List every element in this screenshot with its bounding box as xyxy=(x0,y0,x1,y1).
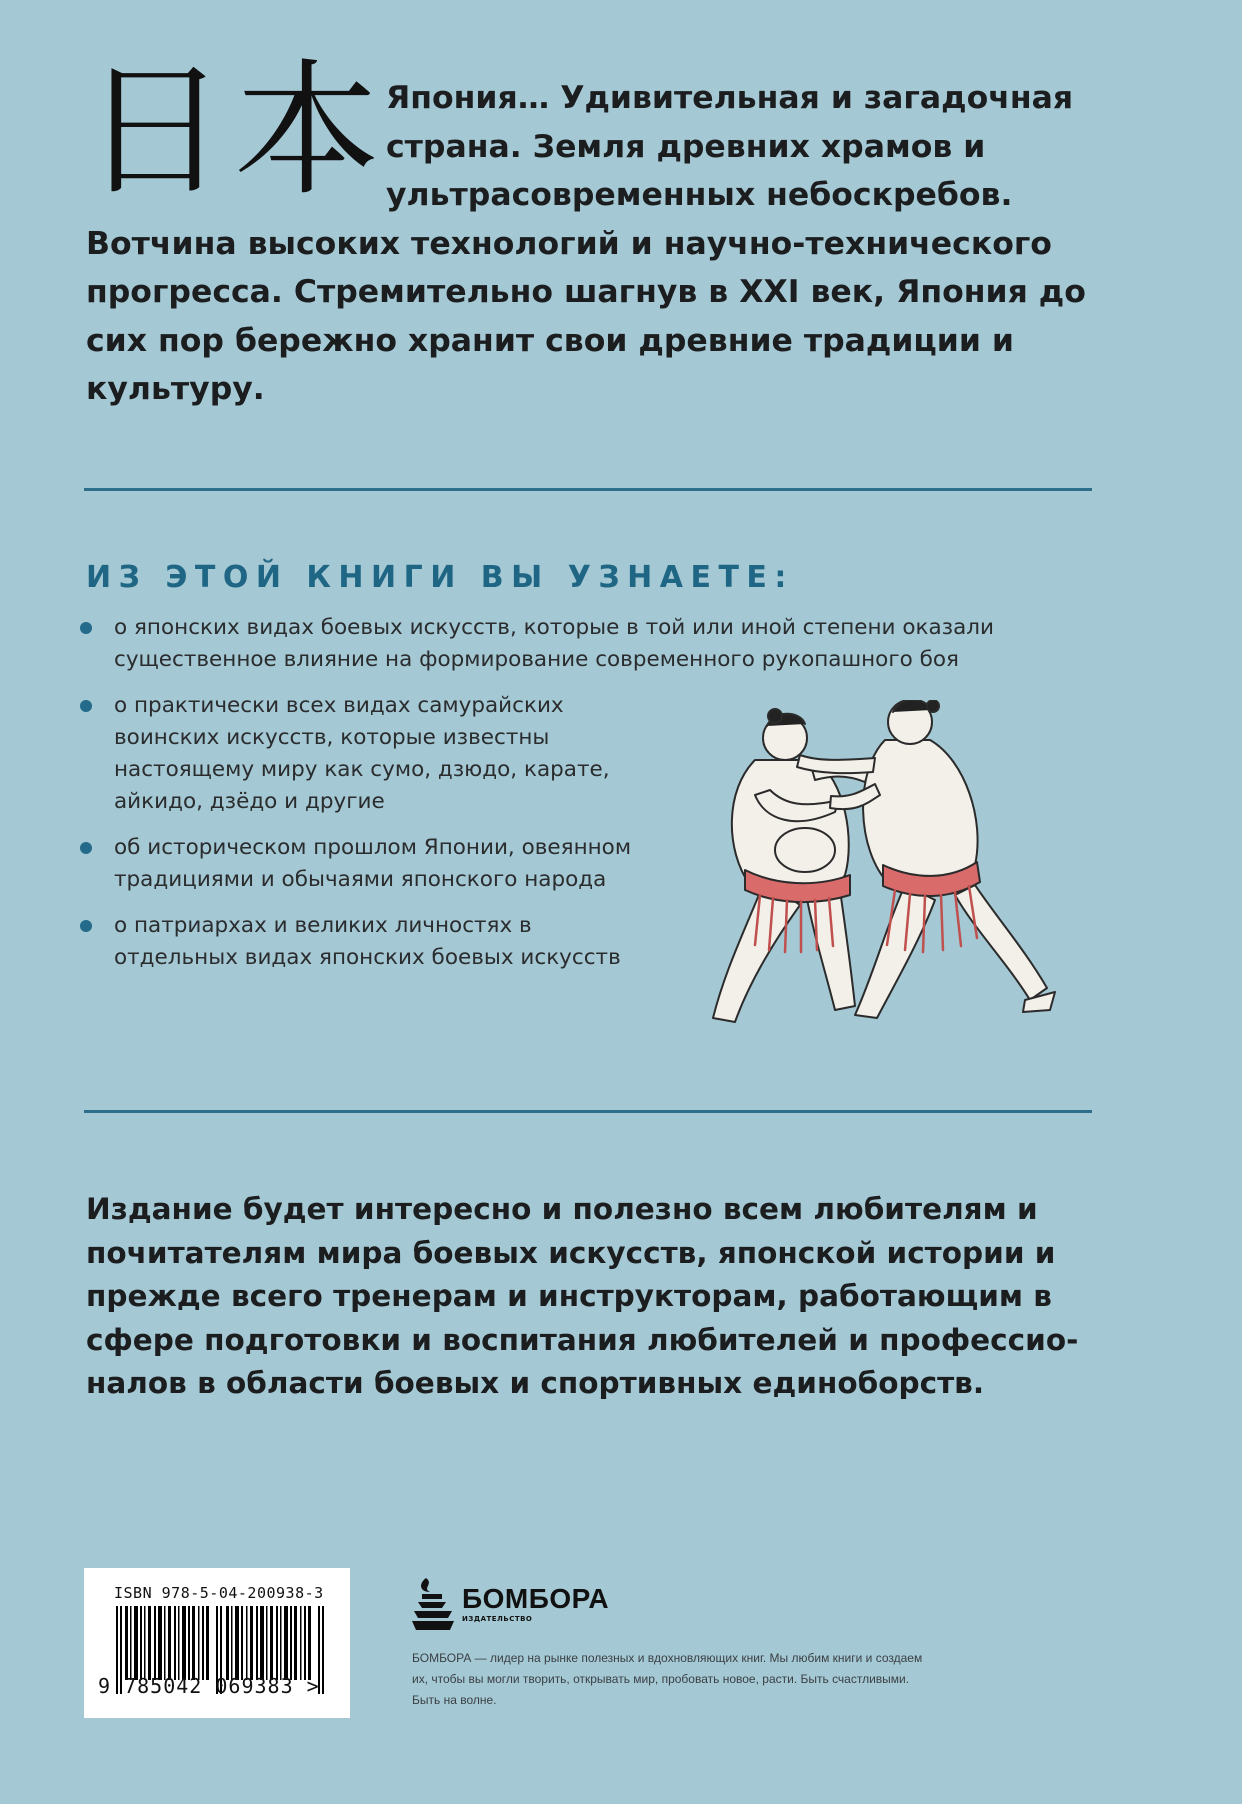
publisher-logo xyxy=(412,1578,932,1630)
isbn-label: ISBN 978-5-04-200938-3 xyxy=(114,1584,324,1602)
publisher-description: БОМБОРА — лидер на рынке полезных и вдохновляющих книг. Мы любим книги и создаем их, чтобы вы могли творить, открывать мир, пробовать новое, расти. Быть счастливыми. Быть на волне. xyxy=(412,1651,923,1707)
sumo-wrestlers-illustration xyxy=(705,700,1105,1060)
publisher-tagline: ИЗДАТЕЛЬСТВО xyxy=(462,1615,533,1623)
intro-paragraph xyxy=(86,74,1096,414)
outro-paragraph: Издание будет интересно и полезно всем любителям и почитателям мира боевых искусств, японской истории и прежде всего тренерам и инструкторам, работающим в сфере подготовки и воспитания любителей и профессионалов в области боевых и спортивных единоборств. xyxy=(86,1192,1079,1400)
list-item-text: о японских видах боевых искусств, которые в той или иной степени оказали существенное влияние на формирование современного рукопашного боя xyxy=(114,615,994,672)
list-item xyxy=(80,612,1100,676)
divider-top xyxy=(84,488,1092,491)
bullet-dot xyxy=(80,920,92,932)
barcode-block xyxy=(84,1568,350,1718)
list-item xyxy=(80,690,634,818)
divider-bottom xyxy=(84,1110,1092,1113)
left-wrestler xyxy=(713,709,870,1022)
list-item xyxy=(80,910,634,974)
kanji-spacer xyxy=(86,74,386,219)
learn-heading: ИЗ ЭТОЙ КНИГИ ВЫ УЗНАЕТЕ: xyxy=(86,560,794,595)
bullet-dot xyxy=(80,700,92,712)
intro-text: Япония… Удивительная и загадочная страна. Земля древних храмов и ультрасовременных небоскребов. Вотчина высоких технологий и научно-технического прогресса. Стремительно шагнув в XXI век, Япония до сих пор бережно хранит свои древние традиции и культуру. xyxy=(86,80,1086,407)
barcode-digits: 9 785042 069383 > xyxy=(98,1674,320,1698)
publisher-block xyxy=(412,1578,932,1711)
list-item xyxy=(80,832,634,896)
bullet-dot xyxy=(80,842,92,854)
list-item-text: о патриархах и великих личностях в отдельных видах японских боевых искусств xyxy=(114,913,621,970)
publisher-name: БОМБОРА xyxy=(462,1583,610,1614)
list-item-text: о практически всех видах самурайских воинских искусств, которые известны настоящему миру как сумо, дзюдо, карате, айкидо, дзёдо и другие xyxy=(114,693,610,814)
publisher-mark-icon xyxy=(412,1578,454,1630)
kanji-title: 日本 xyxy=(82,46,386,216)
bullet-dot xyxy=(80,622,92,634)
list-item-text: об историческом прошлом Японии, овеянном традициями и обычаями японского народа xyxy=(114,835,632,892)
